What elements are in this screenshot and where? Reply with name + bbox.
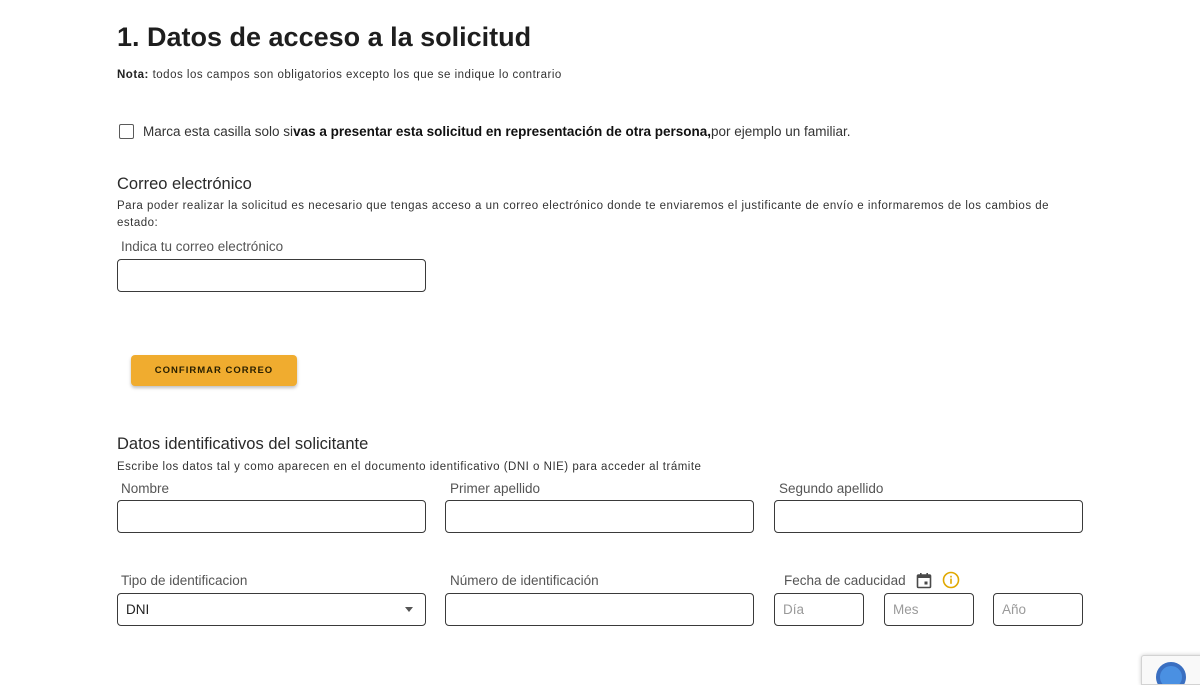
representation-row (119, 124, 851, 139)
segundo-apellido-label: Segundo apellido (779, 481, 884, 496)
representation-text-before: Marca esta casilla solo si (143, 124, 294, 139)
required-fields-note (117, 69, 562, 81)
fecha-caducidad-label: Fecha de caducidad (784, 572, 906, 588)
fecha-mes-field[interactable] (884, 593, 974, 626)
segundo-apellido-field[interactable] (774, 500, 1083, 533)
tipo-identificacion-select[interactable] (117, 593, 426, 626)
fecha-dia-field[interactable] (774, 593, 864, 626)
note-prefix: Nota: (117, 69, 149, 81)
chevron-down-icon (405, 607, 413, 612)
representation-text-after: por ejemplo un familiar. (710, 124, 851, 139)
info-icon[interactable] (942, 571, 960, 589)
note-text: todos los campos son obligatorios excepto los que se indique lo contrario (148, 69, 562, 81)
nombre-field[interactable] (117, 500, 426, 533)
recaptcha-badge[interactable] (1141, 655, 1200, 685)
email-section-description: Para poder realizar la solicitud es necesario que tengas acceso a un correo electrónico donde te enviaremos el justificante de envío e informaremos de los cambios de estado: (117, 200, 1050, 229)
nombre-label: Nombre (121, 481, 170, 496)
fecha-anio-field[interactable] (993, 593, 1083, 626)
representation-checkbox[interactable] (119, 124, 134, 139)
tipo-identificacion-value: DNI (126, 602, 150, 617)
email-section-title: Correo electrónico (117, 175, 252, 193)
page-title: 1. Datos de acceso a la solicitud (117, 22, 532, 52)
numero-identificacion-field[interactable] (445, 593, 754, 626)
email-field[interactable] (117, 259, 426, 292)
email-field-label: Indica tu correo electrónico (121, 239, 284, 254)
calendar-icon[interactable] (916, 572, 932, 589)
confirm-email-button[interactable]: CONFIRMAR CORREO (131, 355, 297, 386)
tipo-identificacion-label: Tipo de identificacion (121, 573, 248, 588)
primer-apellido-field[interactable] (445, 500, 754, 533)
numero-identificacion-label: Número de identificación (450, 573, 599, 588)
primer-apellido-label: Primer apellido (450, 481, 541, 496)
applicant-section-title: Datos identificativos del solicitante (117, 435, 369, 453)
recaptcha-icon (1156, 662, 1186, 685)
fecha-caducidad-header (667, 571, 960, 589)
representation-text-bold: vas a presentar esta solicitud en representación de otra persona, (293, 124, 711, 139)
applicant-section-description: Escribe los datos tal y como aparecen en el documento identificativo (DNI o NIE) para acceder al trámite (117, 461, 702, 473)
